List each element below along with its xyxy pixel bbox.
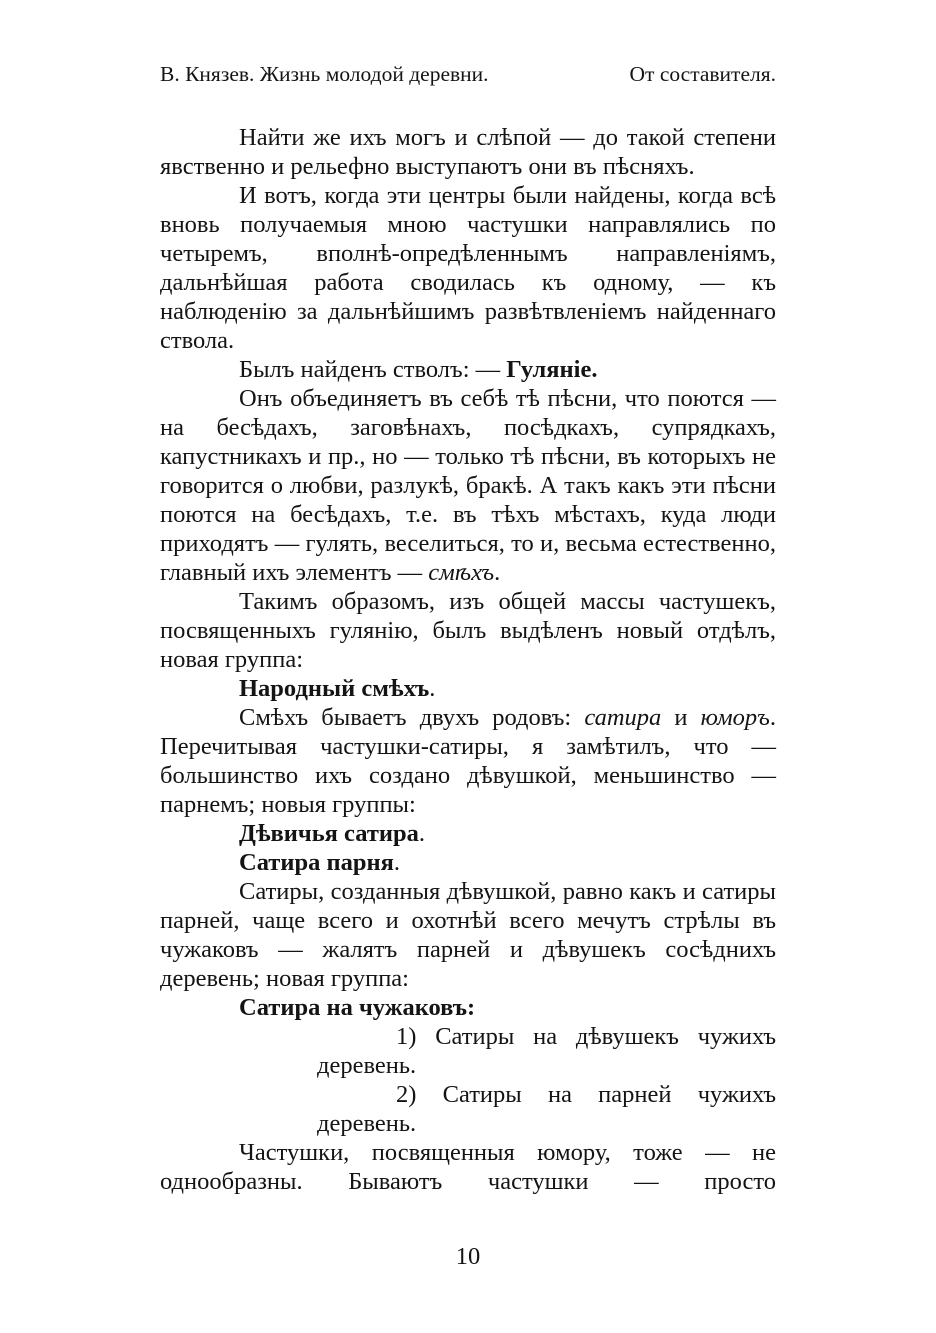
paragraph-3 xyxy=(160,355,776,384)
paragraph-4-end: . xyxy=(494,559,501,586)
body-text xyxy=(160,123,776,1196)
paragraph-6-humor: юморъ xyxy=(700,704,770,731)
paragraph-4-text: Онъ объединяетъ въ себѣ тѣ пѣсни, что поются — на бесѣдахъ, заговѣнахъ, посѣдкахъ, супрядкахъ, капустникахъ и пр., но — только тѣ пѣсни, въ которыхъ не говорится о любви, разлукѣ, бракѣ. А такъ какъ эти пѣсни поются на бесѣдахъ, т.е. въ тѣхъ мѣстахъ, куда люди приходятъ — гулять, веселиться, то и, весьма естественно, главный ихъ элементъ — xyxy=(160,385,776,586)
heading-boys-satire-text: Сатира парня xyxy=(239,849,394,876)
paragraph-3-bold: Гуляніе. xyxy=(506,356,598,383)
paragraph-6-rest: . Перечитывая частушки-сатиры, я замѣтилъ, что — большинство ихъ создано дѣвушкой, меньшинство — парнемъ; новыя группы: xyxy=(160,704,776,818)
page-number: 10 xyxy=(455,1243,481,1270)
heading-folk-laughter-text: Народный смѣхъ xyxy=(239,675,430,702)
paragraph-6-satire: сатира xyxy=(584,704,662,731)
subitem-1: 1) Сатиры на дѣвушекъ чужихъ деревень. xyxy=(317,1023,776,1079)
heading-boys-satire xyxy=(160,848,776,877)
heading-outsiders-satire xyxy=(160,993,776,1022)
paragraph-6 xyxy=(160,703,776,819)
heading-girls-satire xyxy=(160,819,776,848)
paragraph-5: Такимъ образомъ, изъ общей массы частушекъ, посвященныхъ гулянію, былъ выдѣленъ новый отдѣлъ, новая группа: xyxy=(160,588,776,673)
paragraph-1: Найти же ихъ могъ и слѣпой — до такой степени явственно и рельефно выступаютъ они въ пѣсняхъ. xyxy=(160,124,776,180)
paragraph-7: Сатиры, созданныя дѣвушкой, равно какъ и сатиры парней, чаще всего и охотнѣй всего мечутъ стрѣлы въ чужаковъ — жалятъ парней и дѣвушекъ сосѣднихъ деревень; новая группа: xyxy=(160,878,776,992)
header-author-title: В. Князев. Жизнь молодой деревни. xyxy=(160,62,489,86)
subitem-2: 2) Сатиры на парней чужихъ деревень. xyxy=(317,1081,776,1137)
running-header xyxy=(160,62,776,87)
paragraph-4 xyxy=(160,384,776,587)
heading-boys-satire-dot: . xyxy=(393,849,400,876)
paragraph-8: Частушки, посвященныя юмору, тоже — не однообразны. Бываютъ частушки — просто xyxy=(160,1139,776,1195)
paragraph-4-italic: смѣхъ xyxy=(428,559,495,586)
heading-girls-satire-text: Дѣвичья сатира xyxy=(239,820,419,847)
paragraph-2: И вотъ, когда эти центры были найдены, когда всѣ вновь получаемыя мною частушки направлялись по четыремъ, вполнѣ-опредѣленнымъ направленіямъ, дальнѣйшая работа сводилась къ одному, — къ наблюденію за дальнѣйшимъ развѣтвленіемъ найденнаго ствола. xyxy=(160,182,776,354)
heading-folk-laughter-dot: . xyxy=(429,675,436,702)
paragraph-6-mid: и xyxy=(661,704,701,731)
header-section: От составителя. xyxy=(629,62,776,86)
heading-folk-laughter xyxy=(160,674,776,703)
heading-outsiders-satire-text: Сатира на чужаковъ: xyxy=(239,994,476,1021)
paragraph-6-start: Смѣхъ бываетъ двухъ родовъ: xyxy=(239,704,585,731)
heading-girls-satire-dot: . xyxy=(418,820,425,847)
paragraph-3-text: Былъ найденъ стволъ: — xyxy=(239,356,507,383)
